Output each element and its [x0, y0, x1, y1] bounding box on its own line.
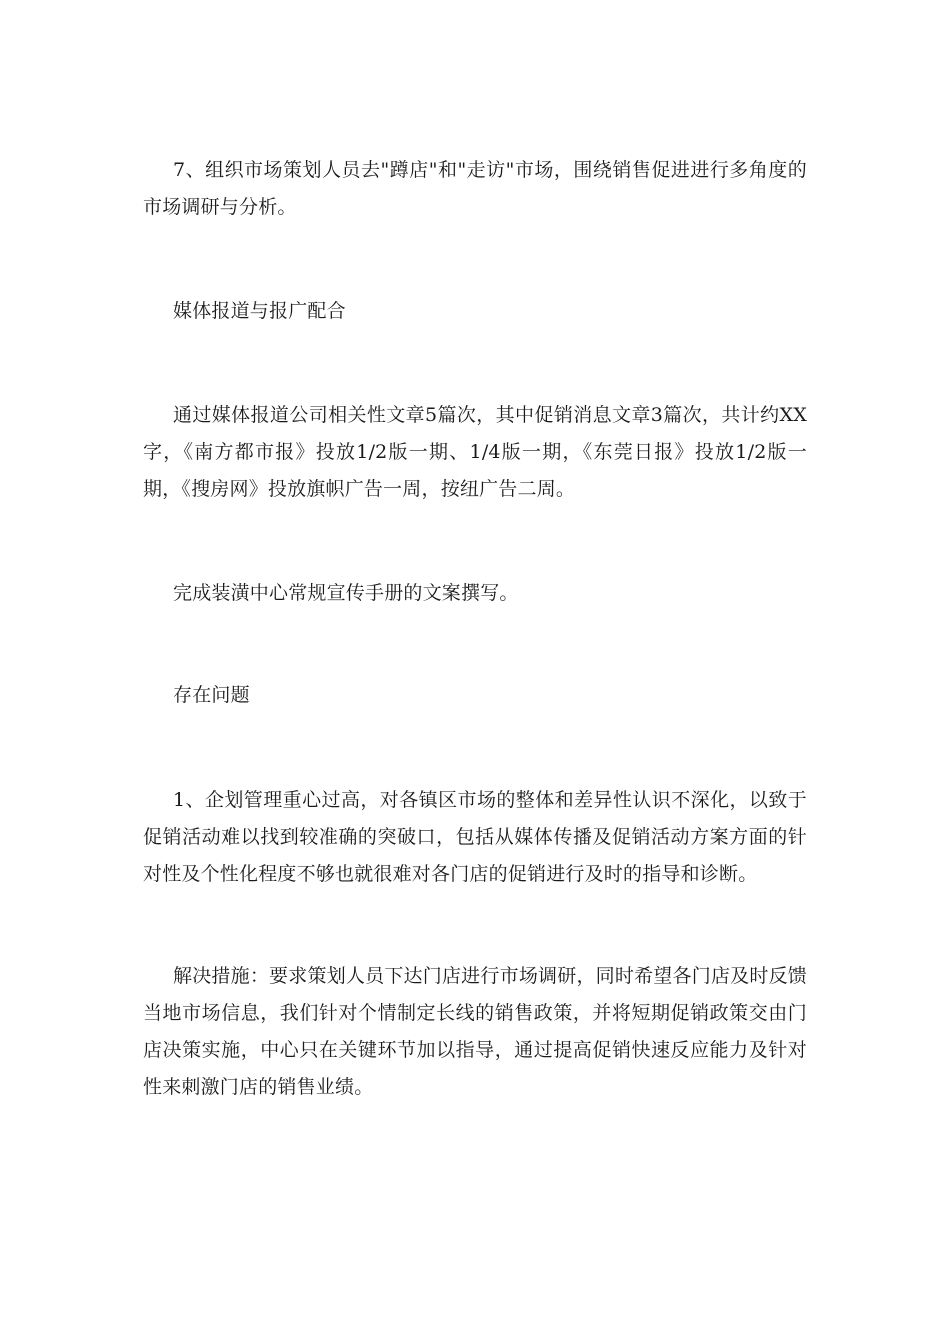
paragraph-market-research: 7、组织市场策划人员去"蹲店"和"走访"市场，围绕销售促进进行多角度的市场调研与分析。	[143, 159, 807, 218]
paragraph-problem-1: 1、企划管理重心过高，对各镇区市场的整体和差异性认识不深化，以致于促销活动难以找到较准确的突破口，包括从媒体传播及促销活动方案方面的针对性及个性化程度不够也就很难对各门店的促销进行及时的指导和诊断。	[143, 789, 807, 885]
section-heading-problems: 存在问题	[173, 684, 250, 706]
paragraph-solution: 解决措施：要求策划人员下达门店进行市场调研，同时希望各门店及时反馈当地市场信息，我们针对个情制定长线的销售政策，并将短期促销政策交由门店决策实施，中心只在关键环节加以指导，通过提高促销快速反应能力及针对性来刺激门店的销售业绩。	[143, 965, 807, 1098]
section-heading-media: 媒体报道与报广配合	[173, 300, 346, 322]
paragraph-brochure: 完成装潢中心常规宣传手册的文案撰写。	[173, 582, 519, 604]
paragraph-media-report: 通过媒体报道公司相关性文章5篇次，其中促销消息文章3篇次，共计约XX字，《南方都市报》投放1/2版一期、1/4版一期，《东莞日报》投放1/2版一期，《搜房网》投放旗帜广告一周，按纽广告二周。	[143, 404, 807, 500]
